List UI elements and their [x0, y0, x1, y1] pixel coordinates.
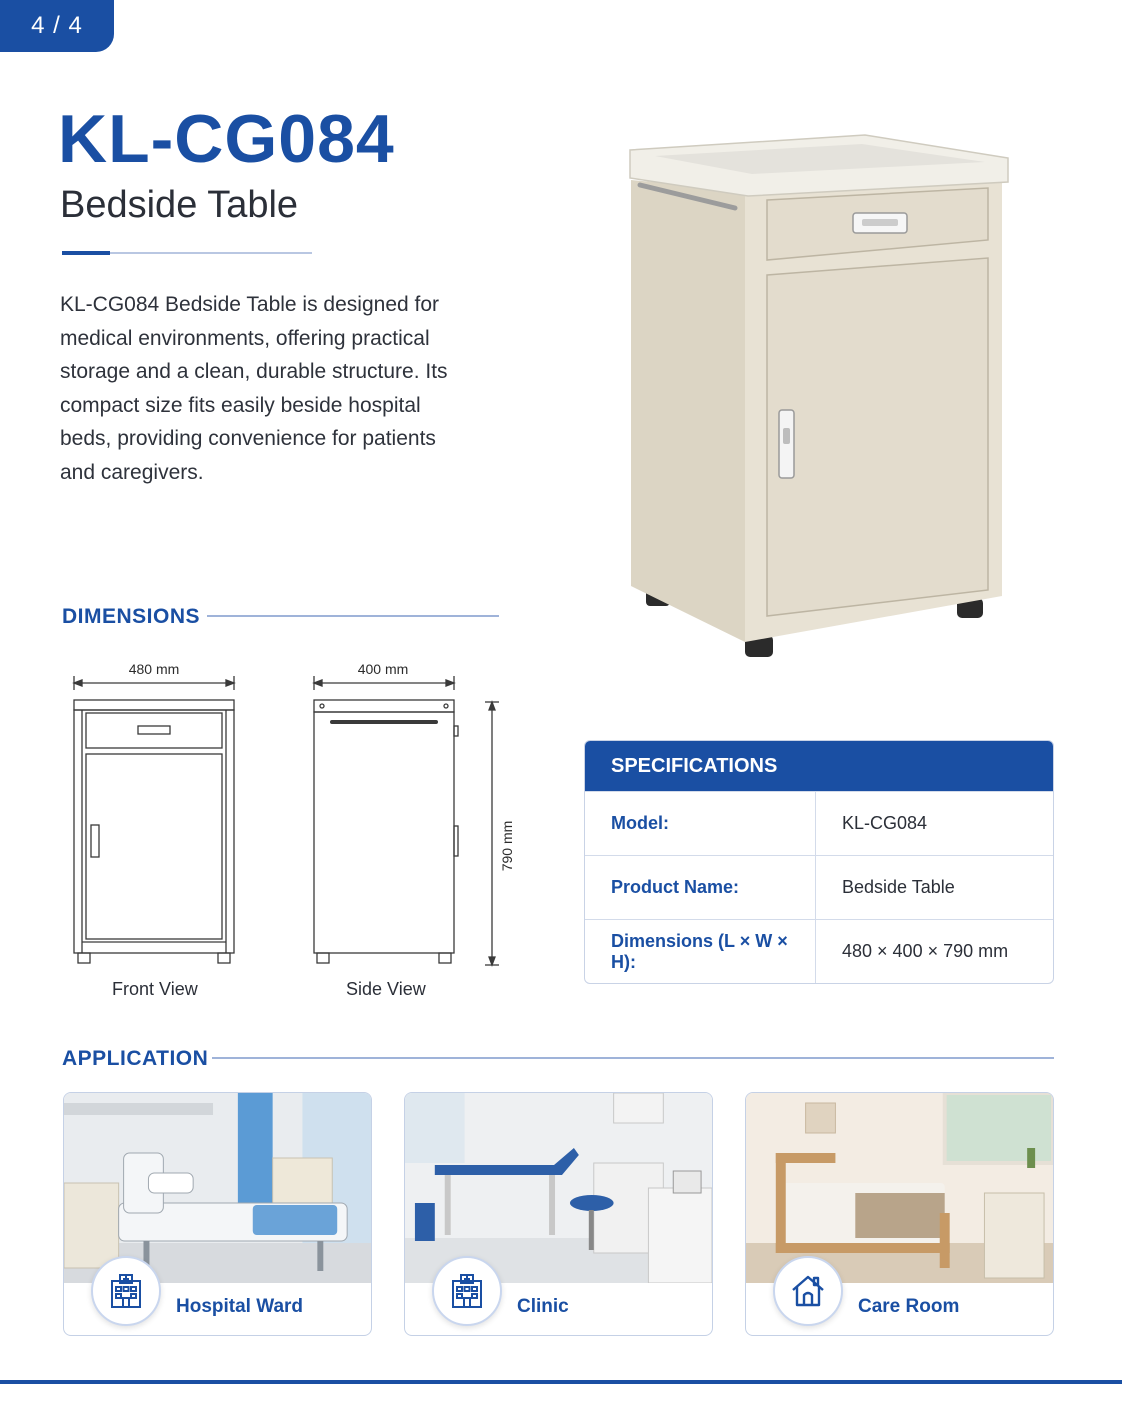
- spec-label: Model:: [585, 792, 816, 855]
- spec-row: [585, 791, 1053, 855]
- application-label: Care Room: [858, 1296, 960, 1317]
- application-label: Clinic: [517, 1296, 569, 1317]
- application-card-care-room: [745, 1092, 1054, 1336]
- height-label: 790 mm: [499, 820, 515, 872]
- spec-value: KL-CG084: [842, 813, 928, 833]
- page-indicator: 4 / 4: [0, 0, 114, 52]
- house-icon: [773, 1256, 843, 1326]
- front-view-caption: Front View: [112, 979, 198, 999]
- application-rule: [212, 1057, 1054, 1059]
- footer-rule: [0, 1380, 1122, 1384]
- spec-value: 480 × 400 × 790 mm: [842, 941, 1009, 961]
- model-title: KL-CG084: [58, 101, 395, 177]
- spec-label: Product Name:: [585, 856, 816, 919]
- spec-value: Bedside Table: [842, 877, 955, 897]
- product-subtitle: Bedside Table: [60, 184, 299, 226]
- spec-label: Dimensions (L × W × H):: [585, 920, 816, 983]
- spec-row: [585, 919, 1053, 983]
- dimensions-heading: DIMENSIONS: [62, 605, 201, 628]
- dimensions-rule: [207, 615, 499, 617]
- specifications-table: [584, 740, 1054, 984]
- front-width-label: 480 mm: [128, 661, 180, 677]
- application-card-clinic: [404, 1092, 713, 1336]
- hospital-building-icon: [91, 1256, 161, 1326]
- clinic-photo: [405, 1093, 712, 1283]
- application-label: Hospital Ward: [176, 1296, 304, 1317]
- spec-row: [585, 855, 1053, 919]
- clinic-building-icon: [432, 1256, 502, 1326]
- application-heading: APPLICATION: [62, 1047, 209, 1070]
- product-image: [600, 110, 1030, 670]
- specifications-heading: SPECIFICATIONS: [585, 741, 1053, 791]
- care-room-photo: [746, 1093, 1053, 1283]
- hospital-ward-photo: [64, 1093, 371, 1283]
- side-view-caption: Side View: [346, 979, 426, 999]
- dimension-drawing: [60, 650, 530, 1010]
- application-card-hospital-ward: [63, 1092, 372, 1336]
- title-divider-accent: [62, 251, 110, 255]
- side-width-label: 400 mm: [357, 661, 409, 677]
- product-description: KL-CG084 Bedside Table is designed for medical environments, offering practical storage and a clean, durable structure. Its compact size fits easily beside hospital beds, providing convenience for patients and caregivers.: [60, 293, 448, 484]
